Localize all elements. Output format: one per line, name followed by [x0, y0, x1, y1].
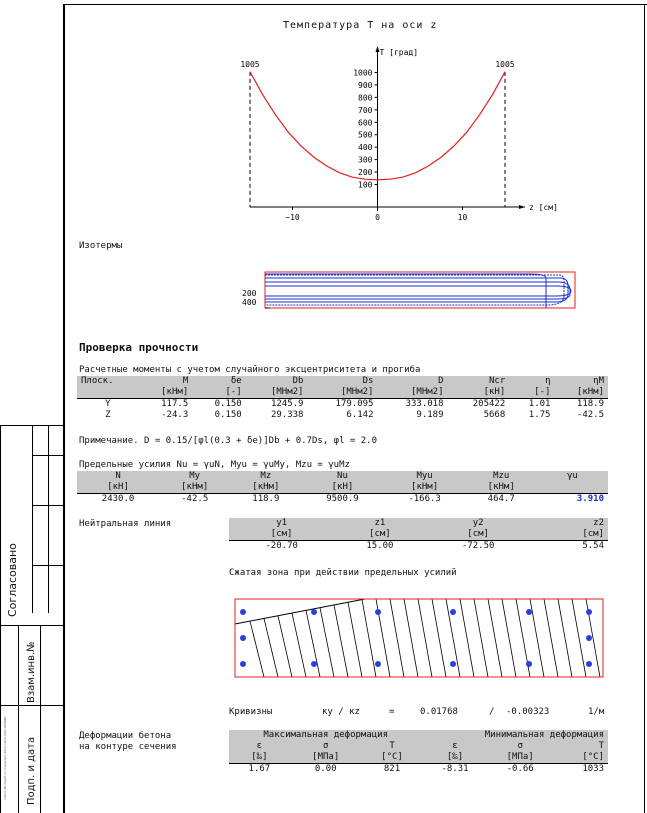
x-axis-arrow — [519, 205, 525, 209]
deformation-unit: [‰] — [229, 752, 290, 764]
table-cell: 1245.9 — [270, 399, 304, 409]
curvature-value-y: 0.01768 — [420, 707, 458, 717]
left-edge-value: 1005 — [240, 59, 260, 69]
limit-col-header: N — [77, 471, 159, 482]
table-cell: 1033 — [582, 764, 604, 774]
y-tick-label: 1000 — [353, 68, 373, 78]
hatch-line — [572, 599, 586, 677]
curvature-label: Кривизны — [229, 707, 273, 717]
hatch-line — [474, 599, 488, 677]
curvature-unit: 1/м — [588, 707, 605, 717]
table-cell: 5668 — [483, 410, 506, 420]
compressed-zone-caption: Сжатая зона при действии предельных усилий — [229, 568, 457, 578]
limit-col-header: My — [159, 471, 230, 482]
isotherms-label: Изотермы — [79, 241, 123, 251]
neutral-col-header: y2 — [426, 518, 531, 529]
deformation-unit: [МПа] — [290, 752, 362, 764]
limit-unit: [кНм] — [384, 482, 466, 494]
table-row — [77, 410, 608, 421]
hatch-line — [432, 599, 446, 677]
table-cell: -24.3 — [161, 410, 189, 420]
hatch-line — [362, 600, 376, 677]
limit-unit: [кНм] — [466, 482, 537, 494]
deformation-col-header: σ — [488, 741, 553, 752]
max-deformation-title: Максимальная деформация — [229, 730, 422, 741]
table-cell: -8.31 — [441, 764, 469, 774]
inv-number-label: Взам.инв.№ — [26, 641, 37, 703]
rebar-dot — [586, 635, 592, 641]
rebar-dot — [311, 661, 317, 667]
limit-unit: [кНм] — [159, 482, 230, 494]
rebar-dot — [526, 661, 532, 667]
moments-unit: [-] — [509, 387, 554, 399]
deformation-unit: [°C] — [553, 752, 608, 764]
table-cell: 333.018 — [405, 399, 444, 409]
table-cell: 15.00 — [366, 541, 394, 551]
deformation-label-1: Деформации бетона — [79, 731, 172, 741]
table-cell: -42.5 — [576, 410, 604, 420]
rebar-dot — [450, 661, 456, 667]
neutral-unit: [см] — [426, 529, 531, 541]
curvature-slash: / — [489, 707, 495, 717]
table-cell: 1.01 — [528, 399, 551, 409]
deformation-unit: [°C] — [362, 752, 423, 764]
deformation-unit: [‰] — [422, 752, 487, 764]
table-cell: -42.5 — [181, 494, 209, 504]
moments-col-de: δe — [192, 376, 245, 387]
deformation-unit: [МПа] — [488, 752, 553, 764]
moments-col-m: M — [139, 376, 192, 387]
moments-table — [77, 376, 608, 421]
neutral-line-table — [229, 518, 608, 552]
y-tick-label: 500 — [358, 130, 373, 140]
table-cell: -0.66 — [506, 764, 534, 774]
limit-col-header: γu — [537, 471, 608, 482]
agreed-label: Согласовано — [6, 543, 19, 617]
neutral-axis-line — [235, 599, 365, 624]
table-row — [229, 541, 608, 553]
hatch-line — [306, 610, 320, 677]
hatch-line — [278, 616, 292, 677]
hatch-line — [404, 599, 418, 677]
limit-col-header: Mz — [230, 471, 301, 482]
y-tick-label: 800 — [358, 93, 373, 103]
moments-unit: [МНм2] — [307, 387, 377, 399]
isotherm-tick-400: 400 — [242, 298, 257, 307]
table-cell: 0.150 — [214, 410, 242, 420]
table-cell: -20.70 — [265, 541, 298, 551]
y-tick-label: 300 — [358, 155, 373, 165]
moments-unit: [МНм2] — [246, 387, 308, 399]
deformation-col-header: σ — [290, 741, 362, 752]
limit-unit: [кН] — [301, 482, 383, 494]
sign-date-label: Подп. и дата — [26, 736, 37, 805]
strength-check-title: Проверка прочности — [79, 341, 199, 354]
table-cell: -166.3 — [408, 494, 441, 504]
frame-top-border — [63, 4, 647, 5]
hatch-line — [292, 613, 306, 677]
hatch-line — [502, 599, 516, 677]
section-outline — [235, 599, 603, 677]
table-cell: 118.9 — [252, 494, 280, 504]
hatch-line — [530, 599, 544, 677]
deformation-col-header: ε — [422, 741, 487, 752]
frame-right-border — [644, 4, 645, 813]
rebar-dot — [375, 661, 381, 667]
table-cell: 29.338 — [270, 410, 304, 420]
hatch-line — [334, 605, 348, 677]
curvature-value-z: -0.00323 — [506, 707, 550, 717]
table-cell: 6.142 — [346, 410, 374, 420]
moments-unit: [кН] — [448, 387, 510, 399]
rebar-dot — [375, 609, 381, 615]
moments-unit: [кНм] — [554, 387, 608, 399]
deformation-col-header: T — [553, 741, 608, 752]
moments-unit: [МНм2] — [377, 387, 447, 399]
table-cell: -72.50 — [461, 541, 495, 551]
table-cell: 9.189 — [416, 410, 444, 420]
moments-col-etam: ηM — [554, 376, 608, 387]
hatch-line — [250, 621, 264, 677]
note-formula: Примечание. D = 0.15/[φl(0.3 + δe)]Db + 0.7Ds, φl = 2.0 — [79, 436, 378, 446]
limit-col-header: Myu — [384, 471, 466, 482]
moments-col-d: D — [377, 376, 447, 387]
table-cell: 1.75 — [528, 410, 551, 420]
hatch-line — [320, 608, 334, 677]
table-cell: 0.150 — [214, 399, 242, 409]
rebar-dot — [240, 635, 246, 641]
rebar-dot — [240, 609, 246, 615]
rebar-dot — [526, 609, 532, 615]
limit-col-header: Nu — [301, 471, 383, 482]
table-cell: 2430.0 — [101, 494, 135, 504]
x-tick-label: −10 — [285, 213, 300, 222]
hatch-line — [488, 599, 502, 677]
min-deformation-title: Минимальная деформация — [422, 730, 608, 741]
copyright-tiny-text: Inform Microsoft (C) Copyright 2015-2016 OOO 'ВАЗИК' — [3, 716, 7, 800]
table-row — [77, 494, 608, 506]
hatch-line — [460, 599, 474, 677]
table-cell: 179.095 — [335, 399, 374, 409]
limit-forces-table — [77, 471, 608, 505]
deformation-col-header: T — [362, 741, 423, 752]
rebar-dot — [240, 661, 246, 667]
x-axis-label: z [см] — [529, 203, 558, 212]
hatch-line — [418, 599, 432, 677]
table-cell: Z — [105, 410, 111, 420]
moments-unit: [-] — [192, 387, 245, 399]
temperature-chart-plot — [240, 46, 558, 222]
neutral-col-header: z2 — [531, 518, 608, 529]
temperature-chart — [230, 40, 560, 230]
limit-unit — [537, 482, 608, 494]
neutral-col-header: y1 — [229, 518, 334, 529]
rebar-dot — [586, 661, 592, 667]
rebar-dot — [311, 609, 317, 615]
neutral-col-header: z1 — [334, 518, 425, 529]
table-cell: 464.7 — [487, 494, 515, 504]
table-cell: Y — [105, 399, 111, 409]
neutral-unit: [см] — [334, 529, 425, 541]
y-tick-label: 100 — [358, 180, 373, 190]
y-axis-label: T [град] — [379, 48, 419, 57]
compressed-zone-diagram — [230, 596, 610, 682]
side-stamp — [0, 425, 64, 813]
neutral-line-label: Нейтральная линия — [79, 519, 172, 529]
hatch-line — [348, 602, 362, 677]
y-tick-label: 900 — [358, 80, 373, 90]
table-row — [229, 764, 608, 776]
moments-col-ds: Ds — [307, 376, 377, 387]
moments-unit — [77, 387, 139, 399]
moments-col-db: Db — [246, 376, 308, 387]
x-tick-label: 0 — [375, 213, 380, 222]
neutral-unit: [см] — [531, 529, 608, 541]
table-cell: 0.00 — [314, 764, 337, 774]
gamma-u-value: 3.910 — [576, 494, 604, 504]
curvature-eq: = — [389, 707, 395, 717]
limit-forces-caption: Предельные усилия Nu = γuN, Myu = γuMy, Mzu = γuMz — [79, 460, 350, 470]
chart-title: Температура T на оси z — [283, 20, 438, 31]
y-tick-label: 200 — [358, 168, 373, 178]
hatch-line — [558, 599, 572, 677]
table-cell: 821 — [383, 764, 401, 774]
right-edge-value: 1005 — [495, 59, 515, 69]
moments-col-eta: η — [509, 376, 554, 387]
table-cell: 1.67 — [248, 764, 271, 774]
table-cell: 117.5 — [161, 399, 189, 409]
deformation-col-header: ε — [229, 741, 290, 752]
limit-unit: [кНм] — [230, 482, 301, 494]
y-tick-label: 700 — [358, 105, 373, 115]
neutral-unit: [см] — [229, 529, 334, 541]
isotherms-diagram — [240, 268, 580, 314]
table-cell: 5.54 — [582, 541, 604, 551]
moments-col-ncr: Ncr — [448, 376, 510, 387]
table-cell: 118.9 — [576, 399, 604, 409]
deformation-label-2: на контуре сечения — [79, 742, 177, 752]
hatch-line — [390, 599, 404, 677]
hatch-line — [264, 618, 278, 677]
moments-col-plane: Плоск. — [77, 376, 139, 387]
deformation-table — [229, 730, 608, 775]
hatch-line — [544, 599, 558, 677]
table-cell: 205422 — [472, 399, 506, 409]
table-cell: 9500.9 — [326, 494, 359, 504]
isotherm-tick-200: 200 — [242, 289, 257, 298]
y-tick-label: 400 — [358, 143, 373, 153]
curvature-symbol: κy / κz — [322, 707, 360, 717]
moments-caption: Расчетные моменты с учетом случайного эксцентриситета и прогиба — [79, 365, 421, 375]
limit-col-header: Mzu — [466, 471, 537, 482]
y-tick-label: 600 — [358, 118, 373, 128]
rebar-dot — [586, 609, 592, 615]
rebar-dot — [450, 609, 456, 615]
moments-unit: [кНм] — [139, 387, 192, 399]
x-tick-label: 10 — [457, 213, 468, 222]
limit-unit: [кН] — [77, 482, 159, 494]
table-row — [77, 399, 608, 411]
